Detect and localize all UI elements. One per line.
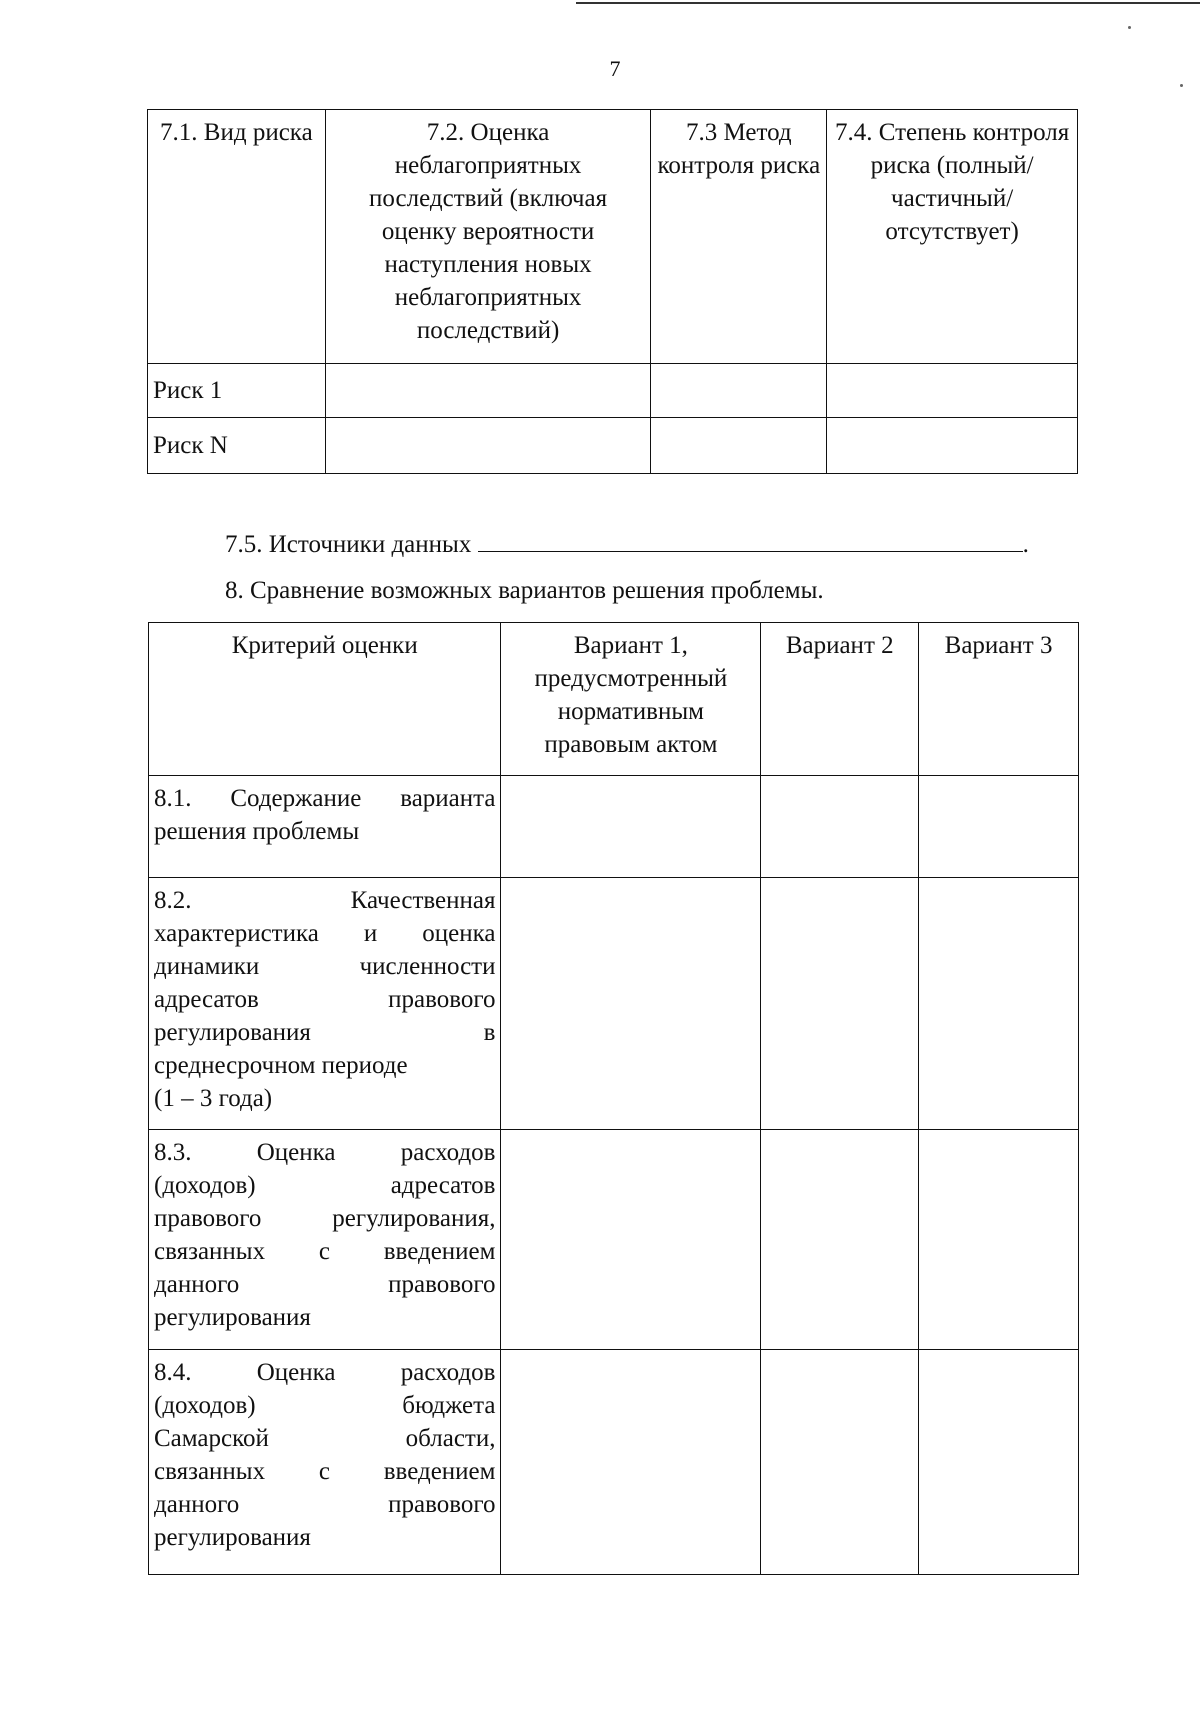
empty-cell xyxy=(919,776,1079,878)
compare-table-header-row xyxy=(149,623,1079,776)
sources-line xyxy=(225,525,1029,561)
empty-cell xyxy=(919,878,1079,1130)
empty-cell xyxy=(761,878,919,1130)
table-row xyxy=(148,418,1078,474)
empty-cell xyxy=(501,1350,761,1575)
criterion-line: динамики численности xyxy=(154,953,496,980)
header-variant-1: Вариант 1, предусмотренный нормативным правовым актом xyxy=(501,623,761,776)
criterion-cell xyxy=(149,1350,501,1575)
page-number: 7 xyxy=(609,56,621,81)
criterion-line: (доходов) адресатов xyxy=(154,1172,496,1199)
criterion-line: правового регулирования, xyxy=(154,1205,496,1232)
risk-table-header-row xyxy=(148,110,1078,364)
section-8-title: 8. Сравнение возможных вариантов решения проблемы. xyxy=(225,577,824,604)
empty-cell xyxy=(827,364,1078,418)
criterion-cell xyxy=(149,878,501,1130)
risk-name-cell: Риск 1 xyxy=(148,364,326,418)
criterion-line: связанных с введением xyxy=(154,1238,496,1265)
criterion-line: регулирования xyxy=(154,1304,311,1331)
header-consequences: 7.2. Оценка неблагоприятных последствий (включая оценку вероятности наступления новых неблагоприятных последствий) xyxy=(325,110,651,364)
empty-cell xyxy=(651,418,827,474)
header-risk-type: 7.1. Вид риска xyxy=(148,110,326,364)
compare-table xyxy=(148,622,1079,1575)
empty-cell xyxy=(761,776,919,878)
sources-blank-field xyxy=(478,525,1023,552)
empty-cell xyxy=(761,1130,919,1350)
criterion-line: решения проблемы xyxy=(154,818,360,845)
empty-cell xyxy=(919,1130,1079,1350)
empty-cell xyxy=(651,364,827,418)
table-row xyxy=(148,364,1078,418)
empty-cell xyxy=(827,418,1078,474)
risk-name-cell: Риск N xyxy=(148,418,326,474)
sources-label: 7.5. Источники данных xyxy=(225,531,472,558)
sources-end: . xyxy=(1022,531,1029,558)
criterion-line: (доходов) бюджета xyxy=(154,1392,496,1419)
criterion-line: 8.4. Оценка расходов xyxy=(154,1359,496,1386)
empty-cell xyxy=(501,878,761,1130)
empty-cell xyxy=(325,418,651,474)
criterion-line: 8.1. Содержание варианта xyxy=(154,785,496,812)
criterion-cell xyxy=(149,776,501,878)
scan-top-rule xyxy=(576,2,1200,4)
table-row xyxy=(149,776,1079,878)
criterion-line: 8.2. Качественная xyxy=(154,887,496,914)
empty-cell xyxy=(325,364,651,418)
empty-cell xyxy=(501,1130,761,1350)
table-row xyxy=(149,1130,1079,1350)
header-control-method: 7.3 Метод контроля риска xyxy=(651,110,827,364)
header-criterion: Критерий оценки xyxy=(149,623,501,776)
table-row xyxy=(149,1350,1079,1575)
criterion-line: среднесрочном периоде xyxy=(154,1052,408,1079)
criterion-line: данного правового xyxy=(154,1491,496,1518)
criterion-line: 8.3. Оценка расходов xyxy=(154,1139,496,1166)
criterion-line: регулирования xyxy=(154,1524,311,1551)
criterion-line: Самарской области, xyxy=(154,1425,496,1452)
header-variant-2: Вариант 2 xyxy=(761,623,919,776)
table-row xyxy=(149,878,1079,1130)
header-control-degree: 7.4. Степень контроля риска (полный/ частичный/ отсутствует) xyxy=(827,110,1078,364)
risk-table xyxy=(147,109,1078,474)
criterion-line: характеристика и оценка xyxy=(154,920,496,947)
criterion-line: регулирования в xyxy=(154,1019,496,1046)
criterion-line: данного правового xyxy=(154,1271,496,1298)
scan-speck xyxy=(1128,26,1131,29)
empty-cell xyxy=(919,1350,1079,1575)
criterion-line: связанных с введением xyxy=(154,1458,496,1485)
criterion-cell xyxy=(149,1130,501,1350)
scan-speck xyxy=(1180,84,1183,87)
empty-cell xyxy=(501,776,761,878)
criterion-line: адресатов правового xyxy=(154,986,496,1013)
header-variant-3: Вариант 3 xyxy=(919,623,1079,776)
criterion-line: (1 – 3 года) xyxy=(154,1085,273,1112)
empty-cell xyxy=(761,1350,919,1575)
